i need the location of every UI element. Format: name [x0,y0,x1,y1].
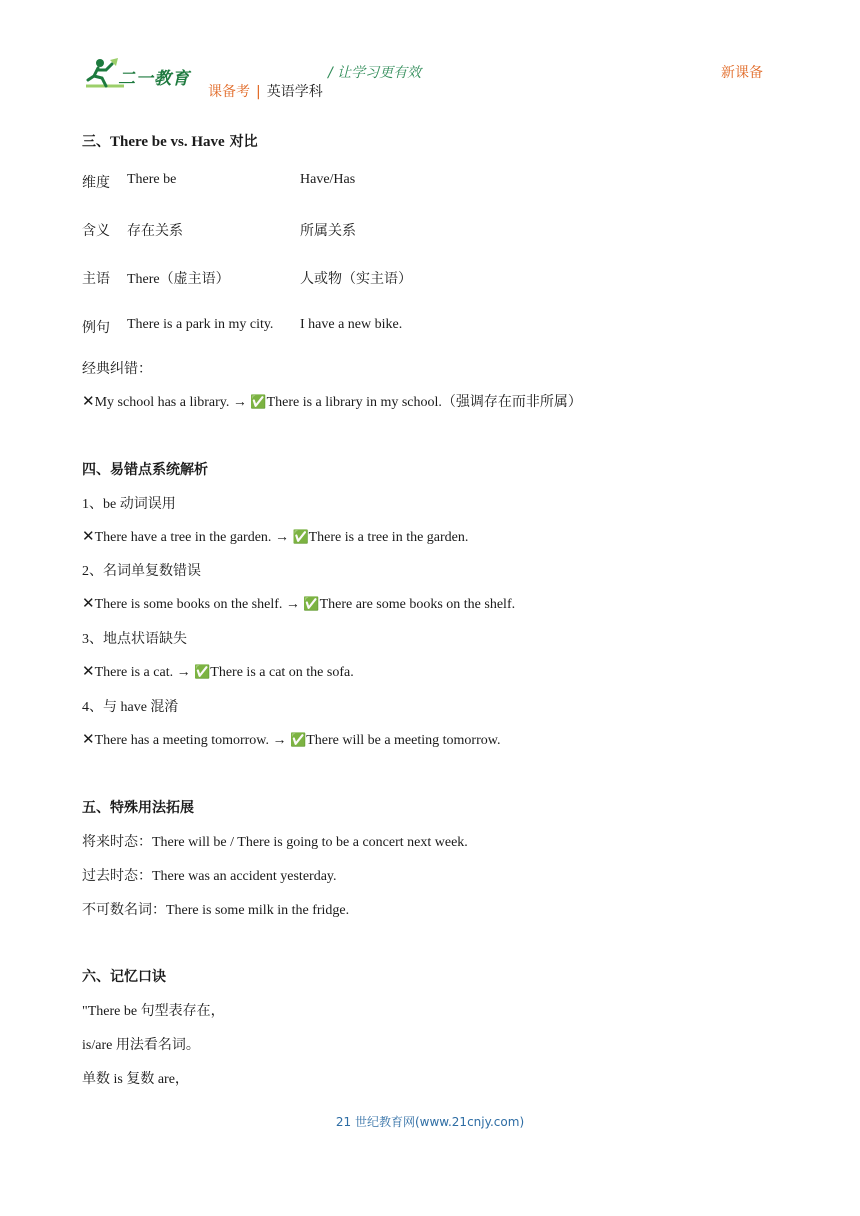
error-point-label: 3、地点状语缺失 [82,632,187,647]
mnemonic-line: 单数 is 复数 are， [82,1072,189,1087]
section-5-title: 五、特殊用法拓展 [82,800,194,816]
cross-icon: ✕ [82,527,95,545]
correction-line: ✕My school has a library. → ✅There is a library in my school.（强调存在而非所属） [82,392,582,410]
logo-text: 二一教育 [118,69,190,89]
check-icon: ✅ [250,395,267,410]
usage-line: 过去时态：There was an accident yesterday. [82,869,337,884]
correction-line: ✕There has a meeting tomorrow. → ✅There will be a meeting tomorrow. [82,730,501,748]
cross-icon: ✕ [82,730,95,748]
error-point-label: 4、与 have 混淆 [82,700,179,715]
check-icon: ✅ [290,733,307,748]
section-4-title: 四、易错点系统解析 [82,462,208,478]
check-icon: ✅ [292,530,309,545]
cross-icon: ✕ [82,662,95,680]
error-point-label: 2、名词单复数错误 [82,564,201,579]
section-6-title: 六、记忆口诀 [82,969,166,985]
correction-line: ✕There is a cat. → ✅There is a cat on the sofa. [82,662,354,680]
usage-line: 将来时态：There will be / There is going to be a concert next week. [82,835,468,850]
mnemonic-line: "There be 句型表存在， [82,1004,225,1019]
subject-separator: | [256,84,261,100]
cross-icon: ✕ [82,392,95,410]
check-icon: ✅ [194,665,211,680]
section-3-title: 三、There be vs. Have 对比 [82,134,258,150]
error-point-label: 1、be 动词误用 [82,497,176,512]
slogan: / 让学习更有效 [328,65,422,81]
page-footer: 21 世纪教育网(www.21cnjy.com) [335,1115,525,1129]
correction-line: ✕There have a tree in the garden. → ✅There is a tree in the garden. [82,527,469,545]
header-tag: 新课备 [721,65,763,81]
mnemonic-line: is/are 用法看名词。 [82,1038,200,1053]
cross-icon: ✕ [82,594,95,612]
subject-prefix: 课备考 [208,84,250,100]
subject-name: 英语学科 [266,84,323,100]
correction-line: ✕There is some books on the shelf. → ✅There are some books on the shelf. [82,594,516,612]
check-icon: ✅ [303,597,320,612]
subject-line [208,81,323,101]
classic-correction-label: 经典纠错： [82,362,152,377]
usage-line: 不可数名词：There is some milk in the fridge. [82,903,350,918]
page-header [0,0,860,110]
